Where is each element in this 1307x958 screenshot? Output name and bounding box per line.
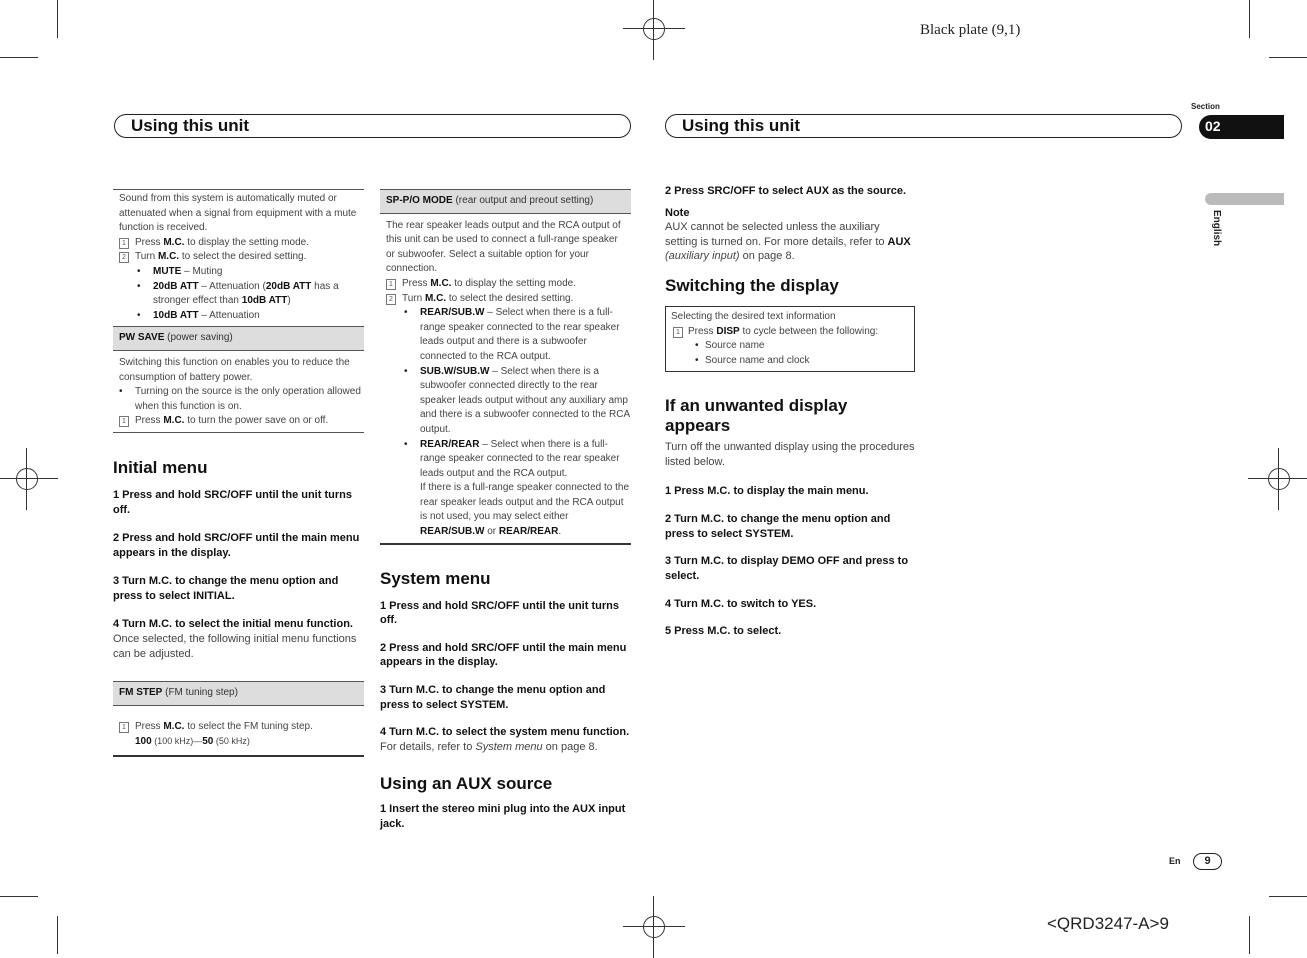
system-step-2: 2 Press and hold SRC/OFF until the main menu appears in the display. <box>380 641 627 669</box>
switching-option-source-clock: • Source name and clock <box>671 354 909 369</box>
pw-save-intro: Switching this function on enables you to reduce the consumption of battery power. <box>119 356 350 383</box>
crop-mark-bottom-left-v <box>57 916 58 954</box>
aux-note: AUX cannot be selected unless the auxiliary setting is turned on. For more details, refer to AUX (auxiliary input) on page 8. <box>665 221 911 263</box>
header-bar-left <box>114 114 631 138</box>
system-step-4: 4 Turn M.C. to select the system menu function. <box>380 726 630 739</box>
pw-save-step-1: 1 Press M.C. to turn the power save on or off. <box>113 414 364 429</box>
aux-step-1: 1 Insert the stereo mini plug into the AUX input jack. <box>380 803 626 830</box>
sp-po-mode-intro: The rear speaker leads output and the RCA output of this unit can be used to connect a full-range speaker or subwoofer. Select a suitable option for your connection. <box>386 219 621 275</box>
mute-info-box <box>113 189 364 327</box>
mute-step-2: 2 Turn M.C. to select the desired setting. <box>113 250 364 265</box>
pw-save-bullet: • Turning on the source is the only operation allowed when this function is on. <box>113 385 364 414</box>
header-title-left: Using this unit <box>131 116 250 135</box>
crop-mark-bottom-left-h <box>0 896 38 897</box>
sp-po-extra-note: If there is a full-range speaker connected to the rear speaker leads output and the RCA output is not used, you may select either REAR/SUB.W or REAR/REAR. <box>420 482 630 538</box>
sp-po-option-rear-subw: • REAR/SUB.W – Select when there is a full-range speaker connected to the rear speaker leads output and there is a subwoofer connected to the RCA output. <box>380 306 631 364</box>
registration-mark-bottom <box>637 910 671 944</box>
column-2 <box>380 189 631 832</box>
mute-option-mute: • MUTE – Muting <box>113 265 364 280</box>
unwanted-step-1: 1 Press M.C. to display the main menu. <box>665 484 869 497</box>
unwanted-display-heading: If an unwanted display appears <box>665 396 848 436</box>
aux-source-heading: Using an AUX source <box>380 774 553 794</box>
switching-box-intro: Selecting the desired text information <box>671 310 836 322</box>
mute-step-1: 1 Press M.C. to display the setting mode. <box>113 236 364 251</box>
initial-step-3: 3 Turn M.C. to change the menu option and press to select INITIAL. <box>113 575 339 602</box>
crop-mark-bottom-right-h <box>1269 896 1307 897</box>
sp-po-step-2: 2 Turn M.C. to select the desired setting. <box>380 292 631 307</box>
switching-display-box <box>665 306 915 372</box>
unwanted-step-4: 4 Turn M.C. to switch to YES. <box>665 597 817 610</box>
note-label: Note <box>665 206 690 219</box>
sp-po-step-1: 1 Press M.C. to display the setting mode. <box>380 277 631 292</box>
mute-option-10db: • 10dB ATT – Attenuation <box>113 309 364 324</box>
footer-language: En <box>1169 856 1181 866</box>
sp-po-mode-title: SP-P/O MODE (rear output and preout setting) <box>380 190 631 214</box>
switching-step-1: 1 Press DISP to cycle between the following: <box>671 325 909 340</box>
language-label: English <box>1211 210 1222 247</box>
sp-po-option-rear-rear: • REAR/REAR – Select when there is a full-range speaker connected to the rear speaker leads output and the RCA output. <box>380 438 631 482</box>
system-menu-heading: System menu <box>380 568 491 588</box>
system-step-1: 1 Press and hold SRC/OFF until the unit turns off. <box>380 599 619 627</box>
crop-mark-bottom-right-v <box>1249 916 1250 954</box>
unwanted-step-2: 2 Turn M.C. to change the menu option and press to select SYSTEM. <box>665 513 891 540</box>
initial-step-1: 1 Press and hold SRC/OFF until the unit turns off. <box>113 488 352 516</box>
column-1 <box>113 189 364 757</box>
system-note: For details, refer to System menu on page 8. <box>380 740 598 753</box>
unwanted-intro: Turn off the unwanted display using the procedures listed below. <box>665 441 915 468</box>
unwanted-step-5: 5 Press M.C. to select. <box>665 625 782 638</box>
crop-mark-top-right-h <box>1269 57 1307 58</box>
document-code: <QRD3247-A>9 <box>1047 914 1169 933</box>
crop-mark-top-right-v <box>1249 0 1250 38</box>
section-label: Section <box>1191 102 1220 111</box>
plate-label: Black plate (9,1) <box>920 22 1021 38</box>
fm-step-values: 100 (100 kHz)—50 (50 kHz) <box>135 736 250 748</box>
page-number: 9 <box>1193 853 1222 870</box>
registration-mark-right <box>1262 462 1296 496</box>
section-number-badge: 02 <box>1199 115 1284 139</box>
registration-mark-top <box>637 12 671 46</box>
header-bar-right <box>665 114 1182 138</box>
switching-option-source-name: • Source name <box>671 339 909 354</box>
language-tab <box>1205 193 1284 205</box>
mute-option-20db: • 20dB ATT – Attenuation (20dB ATT has a stronger effect than 10dB ATT) <box>113 280 364 309</box>
system-step-3: 3 Turn M.C. to change the menu option and press to select SYSTEM. <box>380 684 606 711</box>
fm-step-title: FM STEP (FM tuning step) <box>113 682 364 706</box>
initial-menu-heading: Initial menu <box>113 457 208 477</box>
unwanted-step-3: 3 Turn M.C. to display DEMO OFF and press to select. <box>665 555 909 582</box>
fm-step-step-1: 1 Press M.C. to select the FM tuning step. <box>113 720 364 735</box>
switching-display-heading: Switching the display <box>665 275 839 295</box>
aux-step-2: 2 Press SRC/OFF to select AUX as the source. <box>665 185 907 197</box>
initial-step-2: 2 Press and hold SRC/OFF until the main menu appears in the display. <box>113 532 360 559</box>
pw-save-title: PW SAVE (power saving) <box>113 327 364 351</box>
crop-mark-top-left-h <box>0 57 38 58</box>
initial-note: Once selected, the following initial menu functions can be adjusted. <box>113 633 357 660</box>
initial-step-4: 4 Turn M.C. to select the initial menu function. <box>113 618 353 631</box>
mute-intro: Sound from this system is automatically muted or attenuated when a signal from equipment with a mute function is received. <box>119 193 357 234</box>
header-title-right: Using this unit <box>682 116 801 135</box>
pw-save-box <box>113 327 364 433</box>
fm-step-box <box>113 681 364 757</box>
sp-po-option-subw-subw: • SUB.W/SUB.W – Select when there is a subwoofer connected directly to the rear speaker leads output without any auxiliary amp and there is a subwoofer connected to the RCA output. <box>380 365 631 438</box>
sp-po-mode-box <box>380 189 631 545</box>
crop-mark-top-left-v <box>57 0 58 38</box>
column-3 <box>665 184 915 639</box>
registration-mark-left <box>10 462 44 496</box>
